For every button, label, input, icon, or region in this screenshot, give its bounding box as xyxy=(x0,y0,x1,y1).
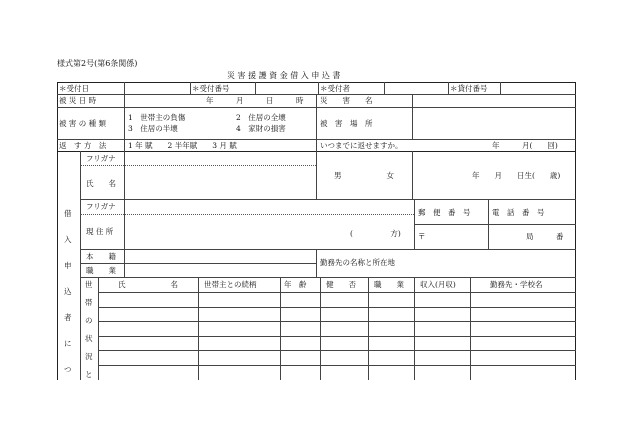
reception-receiver-label: ＊受付者 xyxy=(320,84,350,93)
repayment-until-label: いつまでに返せますか。 xyxy=(320,141,403,150)
birth-date: 年 月 日生( 歳) xyxy=(472,171,561,180)
page-title: 災 害 援 護 資 金 借 入 申 込 書 xyxy=(227,71,341,80)
repayment-method-label: 返 す 方 法 xyxy=(59,141,107,150)
damage-type-label: 被 害 の 種 類 xyxy=(59,119,107,128)
address-label: 現 住 所 xyxy=(86,227,114,236)
furigana-label: フリガナ xyxy=(86,154,116,163)
postal-mark: 〒 xyxy=(418,232,426,241)
reception-date-label: ＊受付日 xyxy=(59,84,89,93)
disaster-date-value: 年 月 日 時 xyxy=(206,96,304,105)
repayment-until-value: 年 月( 回) xyxy=(492,141,558,150)
postal-code-label: 郵 便 番 号 xyxy=(418,208,471,217)
column-header-relationship: 世帯主との続柄 xyxy=(204,280,257,289)
damage-option-1: 1 世帯主の負傷 xyxy=(128,113,186,122)
column-header-income: 収入(月収) xyxy=(420,280,456,289)
gender-options: 男 女 xyxy=(334,171,394,180)
exchange-label: 局 番 xyxy=(526,232,564,241)
column-header-workplace: 勤務先・学校名 xyxy=(490,280,543,289)
damage-option-3: 3 住居の半壊 xyxy=(128,124,178,133)
column-header-age: 年 齢 xyxy=(284,280,307,289)
reception-number-label: ＊受付番号 xyxy=(192,84,230,93)
loan-number-label: ＊貸付番号 xyxy=(450,84,488,93)
address-phone-paren: ( 方) xyxy=(350,229,401,238)
damage-location-label: 被 害 場 所 xyxy=(320,119,373,128)
column-header-name: 氏 名 xyxy=(118,280,178,289)
damage-option-4: 4 家財の損害 xyxy=(236,124,286,133)
repayment-options: 1 年 賦 2 半年賦 3 月 賦 xyxy=(128,141,237,150)
occupation-label: 職 業 xyxy=(86,266,116,275)
column-header-health: 健 否 xyxy=(326,280,356,289)
domicile-label: 本 籍 xyxy=(86,252,116,261)
damage-option-2: 2 住居の全壊 xyxy=(236,113,286,122)
form-number: 様式第2号(第6条関係) xyxy=(57,59,138,68)
phone-number-label: 電 話 番 号 xyxy=(492,208,545,217)
disaster-date-label: 被 災 日 時 xyxy=(59,96,97,105)
furigana-address-label: フリガナ xyxy=(86,202,116,211)
name-label: 氏 名 xyxy=(86,179,116,188)
column-header-occupation: 職 業 xyxy=(374,280,404,289)
disaster-name-label: 災 害 名 xyxy=(320,96,373,105)
workplace-label: 勤務先の名称と所在地 xyxy=(320,258,395,267)
